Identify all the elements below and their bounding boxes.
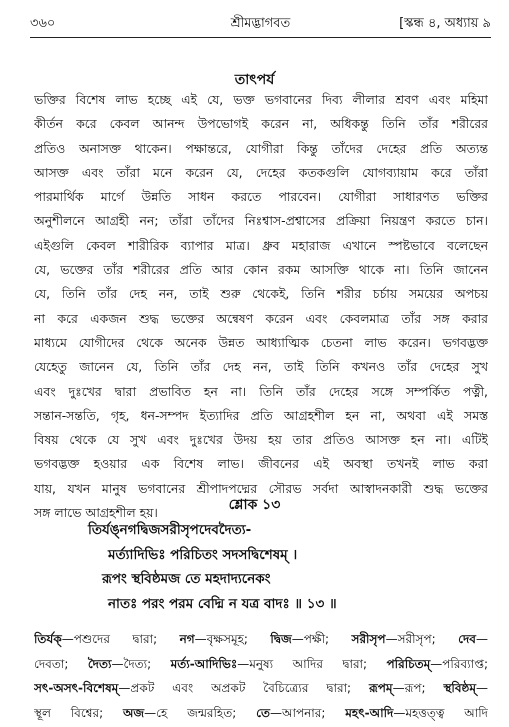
running-header [30,14,491,36]
synonym-term: তে [256,705,270,720]
purport-line: কীর্তন করে কেবল আনন্দ উপভোগই করেন না, অধিকন্তু তিনি তাঁর শরীরের [34,116,488,132]
purport-line: প্রতিও অনাসক্ত থাকেন। পক্ষান্তরে, যোগীরা কিন্তু তাঁদের দেহের প্রতি অত্যন্ত [34,140,488,156]
purport-line: যেহেতু জানেন যে, তিনি তাঁর দেহ নন, তাই তিনি কখনও তাঁর দেহের সুখ [34,359,488,375]
synonym-meaning: —আপনার; [269,705,346,720]
purport-heading: তাৎপর্য [234,72,275,88]
purport-line: সঙ্গ লাভে আগ্রহশীল হয়। [34,505,158,521]
purport-line: এবং দুঃখের দ্বারা প্রভাবিত হন না। তিনি তাঁর দেহের সঙ্গে সম্পর্কিত পত্নী, [34,383,488,399]
synonym-term: পরিচিতম্ [386,656,431,671]
synonym-meaning: —সরীসৃপ; [385,632,459,646]
purport-line: না করে একজন শুদ্ধ ভক্তের অন্বেষণ করেন এবং কেবলমাত্র তাঁর সঙ্গ করার [34,310,488,326]
synonym-term: তির্যক্ [34,632,62,646]
chapter-reference: [স্কন্ধ ৪, অধ্যায় ৯ [399,16,491,31]
book-title: শ্রীমদ্ভাগবত [230,16,291,31]
purport-line: বিষয় থেকে যে সুখ এবং দুঃখের উদয় হয় তার প্রতিও আসক্ত হন না। এটিই [34,432,488,448]
synonym-meaning: —রূপ; [392,681,444,695]
synonym-term: দেব [458,632,476,646]
synonym-meaning: — [475,632,488,646]
purport-line: অনুশীলনে আগ্রহী নন; তাঁরা তাঁদের নিঃশ্বাস-প্রশ্বাসের প্রক্রিয়া নিয়ন্ত্রণ করতে চান। [34,213,488,229]
synonym-meaning: স্থূল বিশ্বের; [34,705,123,720]
synonym-meaning: —পশুদের দ্বারা; [61,632,180,646]
synonym-meaning: —পরিব্যাপ্ত; [430,656,488,671]
synonym-term: মহৎ-আদি [345,705,394,720]
synonym-meaning: —হে জন্মরহিত; [144,705,257,720]
purport-line: যে, ভক্তের তাঁর শরীরের প্রতি আর কোন রকম আসক্তি থাকে না। তিনি জানেন [34,262,488,278]
synonym-meaning: দেবতা; [34,656,88,671]
synonym-meaning: —প্রকট এবং অপ্রকট বৈচিত্র্যের দ্বারা; [118,681,370,695]
verse-line: তির্যঙ্নগদ্বিজসরীসৃপদেবদৈত্য- [88,522,252,538]
synonym-line [34,627,488,652]
purport-text [34,88,488,525]
synonym-term: রূপম্ [369,681,393,695]
purport-line: পারমার্থিক মার্গে উন্নতি সাধন করতে পারবেন। যোগীরা সাধারণত ভক্তির [34,189,488,205]
synonym-line [34,701,488,726]
purport-line: এইগুলি কেবল শারীরিক ব্যাপার মাত্র। ধ্রুব মহারাজ এখানে স্পষ্টভাবে বলেছেন [34,237,488,253]
synonym-term: দ্বিজ [270,632,292,646]
page-number: ৩৬০ [30,16,56,31]
purport-line: ভগবদ্ভক্ত হওয়ার এক বিশেষ লাভ। জীবনের এই অবস্থা তখনই লাভ করা [34,456,488,472]
purport-line: ভক্তির বিশেষ লাভ হচ্ছে এই যে, ভক্ত ভগবানের দিব্য লীলার শ্রবণ এবং মহিমা [34,92,488,107]
word-synonyms [34,627,488,725]
synonym-meaning: —দৈত্য; [111,656,171,671]
purport-line: যায়, যখন মানুষ ভগবানের শ্রীপাদপদ্মের সৌরভ সর্বদা আস্বাদনকারী শুদ্ধ ভক্তের [34,480,488,496]
verse-line: নাতঃ পরং পরম বেদ্মি ন যত্র বাদঃ ॥ ১৩ ॥ [108,595,337,612]
header-rule [30,37,491,38]
synonym-meaning: —বৃক্ষসমূহ; [194,632,271,646]
purport-line: যে, তিনি তাঁর দেহ নন, তাই শুরু থেকেই, তিনি শরীর চর্চায় সময়ের অপচয় [34,286,488,302]
synonym-term: নগ [179,632,195,646]
verse-line: মর্ত্যাদিভিঃ পরিচিতং সদসদ্বিশেষম্ । [108,546,298,563]
synonym-term: মর্ত্য-আদিভিঃ [170,656,238,671]
purport-line: মাধ্যমে যোগীদের থেকে অনেক উন্নত আধ্যাত্মিক চেতনা লাভ করেন। ভগবদ্ভক্ত [34,334,488,350]
synonym-term: অজ [122,705,145,720]
verse-label: শ্লোক ১৩ [228,497,281,513]
synonym-term: দৈত্য [87,656,112,671]
synonym-meaning: —পক্ষী; [291,632,352,646]
sanskrit-verse [50,518,490,616]
synonym-term: সরীসৃপ [351,632,386,646]
synonym-term: স্থবিষ্ঠম্ [443,681,476,695]
purport-line: আসক্ত এবং তাঁরা মনে করেন যে, দেহের কতকগুলি যোগব্যায়াম করে তাঁরা [34,164,488,180]
synonym-meaning: — [476,681,488,695]
purport-line: সন্তান-সন্ততি, গৃহ, ধন-সম্পদ ইত্যাদির প্রতি আগ্রহশীল হন না, অথবা এই সমস্ত [34,407,488,423]
synonym-meaning: —মনুষ্য আদির দ্বারা; [237,656,387,671]
synonym-line [34,676,488,701]
synonym-meaning: —মহত্তত্ত্ব আদি [393,705,488,720]
synonym-term: সৎ-অসৎ-বিশেষম্ [34,681,119,695]
synonym-line [34,652,488,677]
verse-line: রূপং স্থবিষ্ঠমজ তে মহদাদ্যনেকং [102,571,271,587]
